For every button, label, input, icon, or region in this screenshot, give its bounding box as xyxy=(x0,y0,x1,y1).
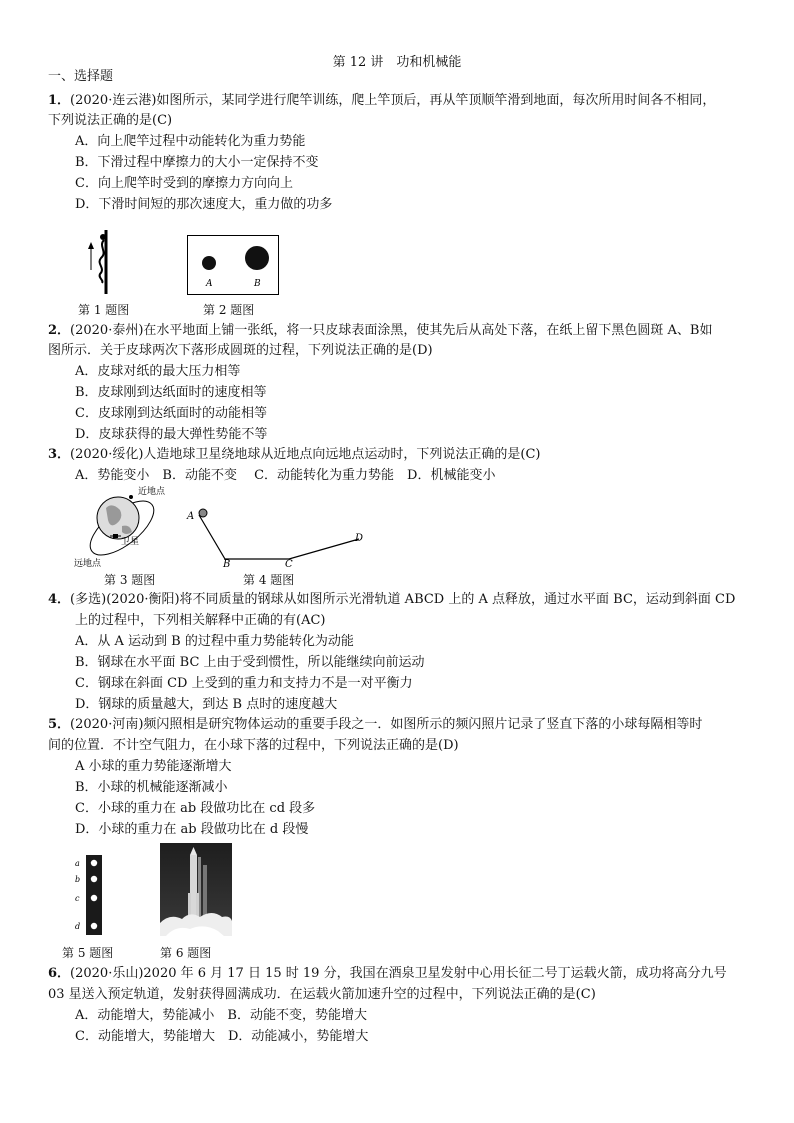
q4-option-d: D．钢球的质量越大，到达 B 点时的速度越大 xyxy=(75,697,338,712)
q5-option-d: D．小球的重力在 ab 段做功比在 d 段慢 xyxy=(75,822,309,837)
figure-4-track xyxy=(185,505,365,567)
q1-option-a: A．向上爬竿过程中动能转化为重力势能 xyxy=(75,134,306,149)
near-point-label: 近地点 xyxy=(138,487,166,497)
figure-2-caption: 第 2 题图 xyxy=(203,303,255,317)
q3-line-1 xyxy=(48,446,541,464)
q5-number: 5． xyxy=(48,717,71,732)
q5-option-b: B．小球的机械能逐渐减小 xyxy=(75,780,228,795)
q5-line-1 xyxy=(48,716,702,734)
figure-3-caption: 第 3 题图 xyxy=(104,573,156,587)
q1-line-1 xyxy=(48,92,715,110)
satellite-label: 卫星 xyxy=(121,537,140,547)
point-a-label: A xyxy=(187,511,195,522)
q1-option-c: C．向上爬竿时受到的摩擦力方向向上 xyxy=(75,176,293,191)
q3-number: 3． xyxy=(48,447,71,462)
q6-line-1 xyxy=(48,965,727,983)
figure-5-caption: 第 5 题图 xyxy=(62,946,114,960)
spot-b xyxy=(245,246,269,270)
page-title: 第 12 讲 功和机械能 xyxy=(332,55,462,70)
q1-option-b: B．下滑过程中摩擦力的大小一定保持不变 xyxy=(75,155,319,170)
q6-options-row-2: C．动能增大，势能增大 D．动能减小，势能增大 xyxy=(75,1029,369,1044)
q6-options-row-1: A．动能增大，势能减小 B．动能不变，势能增大 xyxy=(75,1008,367,1023)
figure-6-caption: 第 6 题图 xyxy=(160,946,212,960)
strobe-label-c: c xyxy=(75,894,80,903)
figure-1-caption: 第 1 题图 xyxy=(78,303,130,317)
q4-stem: (多选)(2020·衡阳)将不同质量的钢球从如图所示光滑轨道 ABCD 上的 A 点释放，通过水平面 BC，运动到斜面 CD xyxy=(70,592,736,607)
q2-number: 2． xyxy=(48,323,71,338)
far-point-label: 远地点 xyxy=(74,559,102,569)
q1-stem: (2020·连云港)如图所示，某同学进行爬竿训练，爬上竿顶后，再从竿顶顺竿滑到地面，每次所用时间各不相同， xyxy=(70,93,716,108)
section-heading: 一、选择题 xyxy=(48,69,114,84)
q6-number: 6． xyxy=(48,966,71,981)
figure-6-rocket-photo xyxy=(160,843,232,936)
strobe-label-d: d xyxy=(75,922,81,931)
q6-line-2: 03 星送入预定轨道，发射获得圆满成功．在运载火箭加速升空的过程中，下列说法正确的是(C) xyxy=(48,987,596,1002)
q3-options: A．势能变小 B．动能不变 C．动能转化为重力势能 D．机械能变小 xyxy=(75,468,496,483)
q1-number: 1． xyxy=(48,93,71,108)
q5-option-a: A 小球的重力势能逐渐增大 xyxy=(75,759,232,774)
point-c-label: C xyxy=(285,559,293,567)
q4-option-a: A．从 A 运动到 B 的过程中重力势能转化为动能 xyxy=(75,634,354,649)
spot-b-label: B xyxy=(254,279,261,289)
q2-option-a: A．皮球对纸的最大压力相等 xyxy=(75,364,241,379)
q2-line-1 xyxy=(48,322,712,340)
point-d-label: D xyxy=(355,533,364,544)
q1-line-2: 下列说法正确的是(C) xyxy=(48,113,173,128)
q4-line-2: 上的过程中，下列相关解释中正确的有(AC) xyxy=(75,613,326,628)
q4-line-1 xyxy=(48,591,735,609)
q4-option-c: C．钢球在斜面 CD 上受到的重力和支持力不是一对平衡力 xyxy=(75,676,413,691)
q5-stem: (2020·河南)频闪照相是研究物体运动的重要手段之一．如图所示的频闪照片记录了竖直下落的小球每隔相等时 xyxy=(70,717,703,732)
q2-line-2: 图所示．关于皮球两次下落形成圆斑的过程，下列说法正确的是(D) xyxy=(48,343,433,358)
q4-number: 4． xyxy=(48,592,71,607)
strobe-label-a: a xyxy=(75,859,80,868)
q1-option-d: D．下滑时间短的那次速度大，重力做的功多 xyxy=(75,197,333,212)
figure-3-satellite-orbit xyxy=(72,484,182,570)
point-b-label: B xyxy=(223,559,231,567)
q3-stem: (2020·绥化)人造地球卫星绕地球从近地点向远地点运动时，下列说法正确的是(C) xyxy=(70,447,541,462)
figure-2-spots xyxy=(187,235,279,295)
q2-stem: (2020·泰州)在水平地面上铺一张纸，将一只皮球表面涂黑，使其先后从高处下落，在纸上留下黑色圆斑 A、B如 xyxy=(70,323,713,338)
spot-a-label: A xyxy=(206,279,213,289)
q2-option-d: D．皮球获得的最大弹性势能不等 xyxy=(75,427,268,442)
q5-line-2: 间的位置．不计空气阻力，在小球下落的过程中，下列说法正确的是(D) xyxy=(48,738,459,753)
figure-5-strobe-photo xyxy=(72,855,112,935)
q2-option-b: B．皮球刚到达纸面时的速度相等 xyxy=(75,385,267,400)
strobe-label-b: b xyxy=(75,875,81,884)
figure-4-caption: 第 4 题图 xyxy=(243,573,295,587)
spot-a xyxy=(202,256,216,270)
q5-option-c: C．小球的重力在 ab 段做功比在 cd 段多 xyxy=(75,801,316,816)
figure-1-pole-climber xyxy=(82,228,122,296)
q2-option-c: C．皮球刚到达纸面时的动能相等 xyxy=(75,406,267,421)
q6-stem: (2020·乐山)2020 年 6 月 17 日 15 时 19 分，我国在酒泉卫星发射中心用长征二号丁运载火箭，成功将高分九号 xyxy=(70,966,727,981)
q4-option-b: B．钢球在水平面 BC 上由于受到惯性，所以能继续向前运动 xyxy=(75,655,425,670)
